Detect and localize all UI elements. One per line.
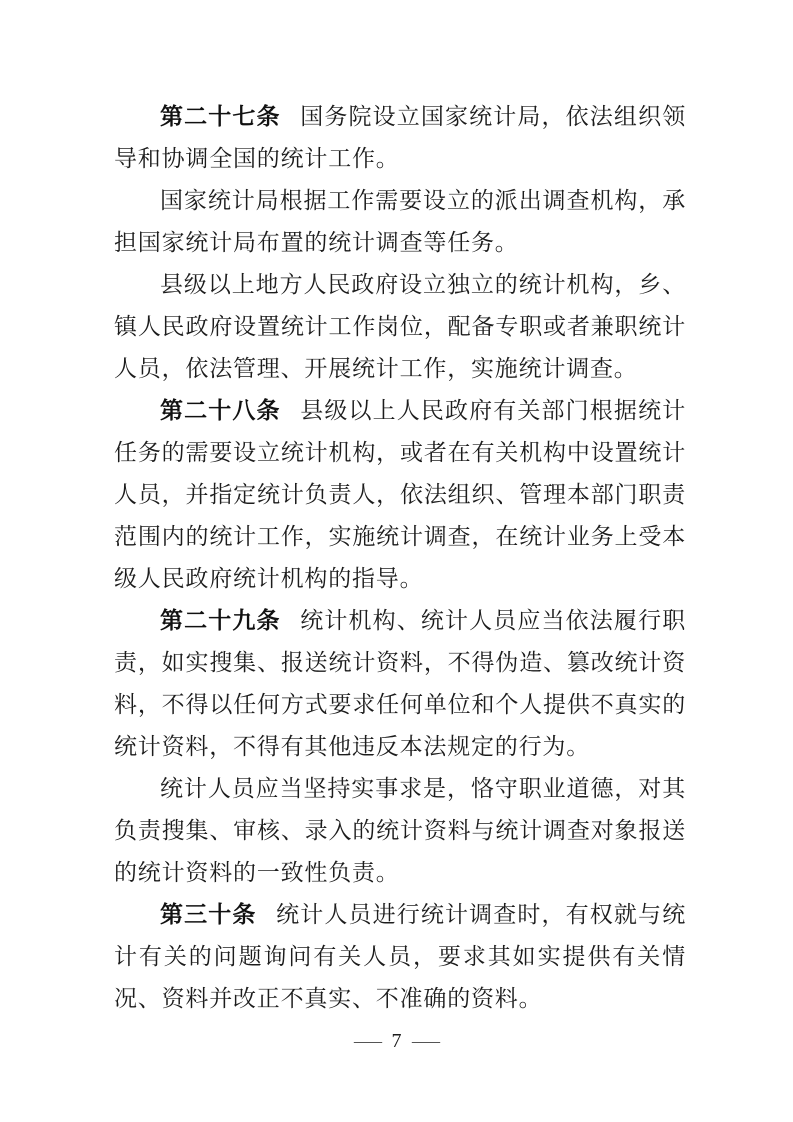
footer-right-dash: — — [411, 1030, 440, 1052]
paragraph-article-28 — [114, 390, 686, 600]
article-28-heading: 第二十八条 — [160, 398, 281, 423]
document-text-block — [114, 96, 686, 1020]
article-27-text: 国务院设立国家统计局，依法组织领导和协调全国的统计工作。 — [114, 104, 686, 171]
article-28-text: 县级以上人民政府有关部门根据统计任务的需要设立统计机构，或者在有关机构中设置统计人员，并指定统计负责人，依法组织、管理本部门职责范围内的统计工作，实施统计调查，在统计业务上受本级人民政府统计机构的指导。 — [114, 398, 686, 591]
page-footer — [0, 1026, 793, 1056]
paragraph-article-29-p2 — [114, 768, 686, 894]
paragraph-article-29 — [114, 600, 686, 768]
paragraph-article-27-p3 — [114, 264, 686, 390]
article-29-text: 统计机构、统计人员应当依法履行职责，如实搜集、报送统计资料，不得伪造、篡改统计资料，不得以任何方式要求任何单位和个人提供不真实的统计资料，不得有其他违反本法规定的行为。 — [114, 608, 686, 759]
article-30-heading: 第三十条 — [160, 902, 257, 927]
article-30-text: 统计人员进行统计调查时，有权就与统计有关的问题询问有关人员，要求其如实提供有关情况、资料并改正不真实、不准确的资料。 — [114, 902, 686, 1011]
article-27-p2-text: 国家统计局根据工作需要设立的派出调查机构，承担国家统计局布置的统计调查等任务。 — [114, 188, 686, 255]
footer-left-dash: — — [353, 1030, 382, 1052]
article-27-p3-text: 县级以上地方人民政府设立独立的统计机构，乡、镇人民政府设置统计工作岗位，配备专职或者兼职统计人员，依法管理、开展统计工作，实施统计调查。 — [114, 272, 686, 381]
page-number: 7 — [391, 1030, 402, 1052]
paragraph-article-30 — [114, 894, 686, 1020]
paragraph-article-27-p2 — [114, 180, 686, 264]
paragraph-article-27 — [114, 96, 686, 180]
article-27-heading: 第二十七条 — [160, 104, 281, 129]
article-29-p2-text: 统计人员应当坚持实事求是，恪守职业道德，对其负责搜集、审核、录入的统计资料与统计调查对象报送的统计资料的一致性负责。 — [114, 776, 686, 885]
article-29-heading: 第二十九条 — [160, 608, 281, 633]
